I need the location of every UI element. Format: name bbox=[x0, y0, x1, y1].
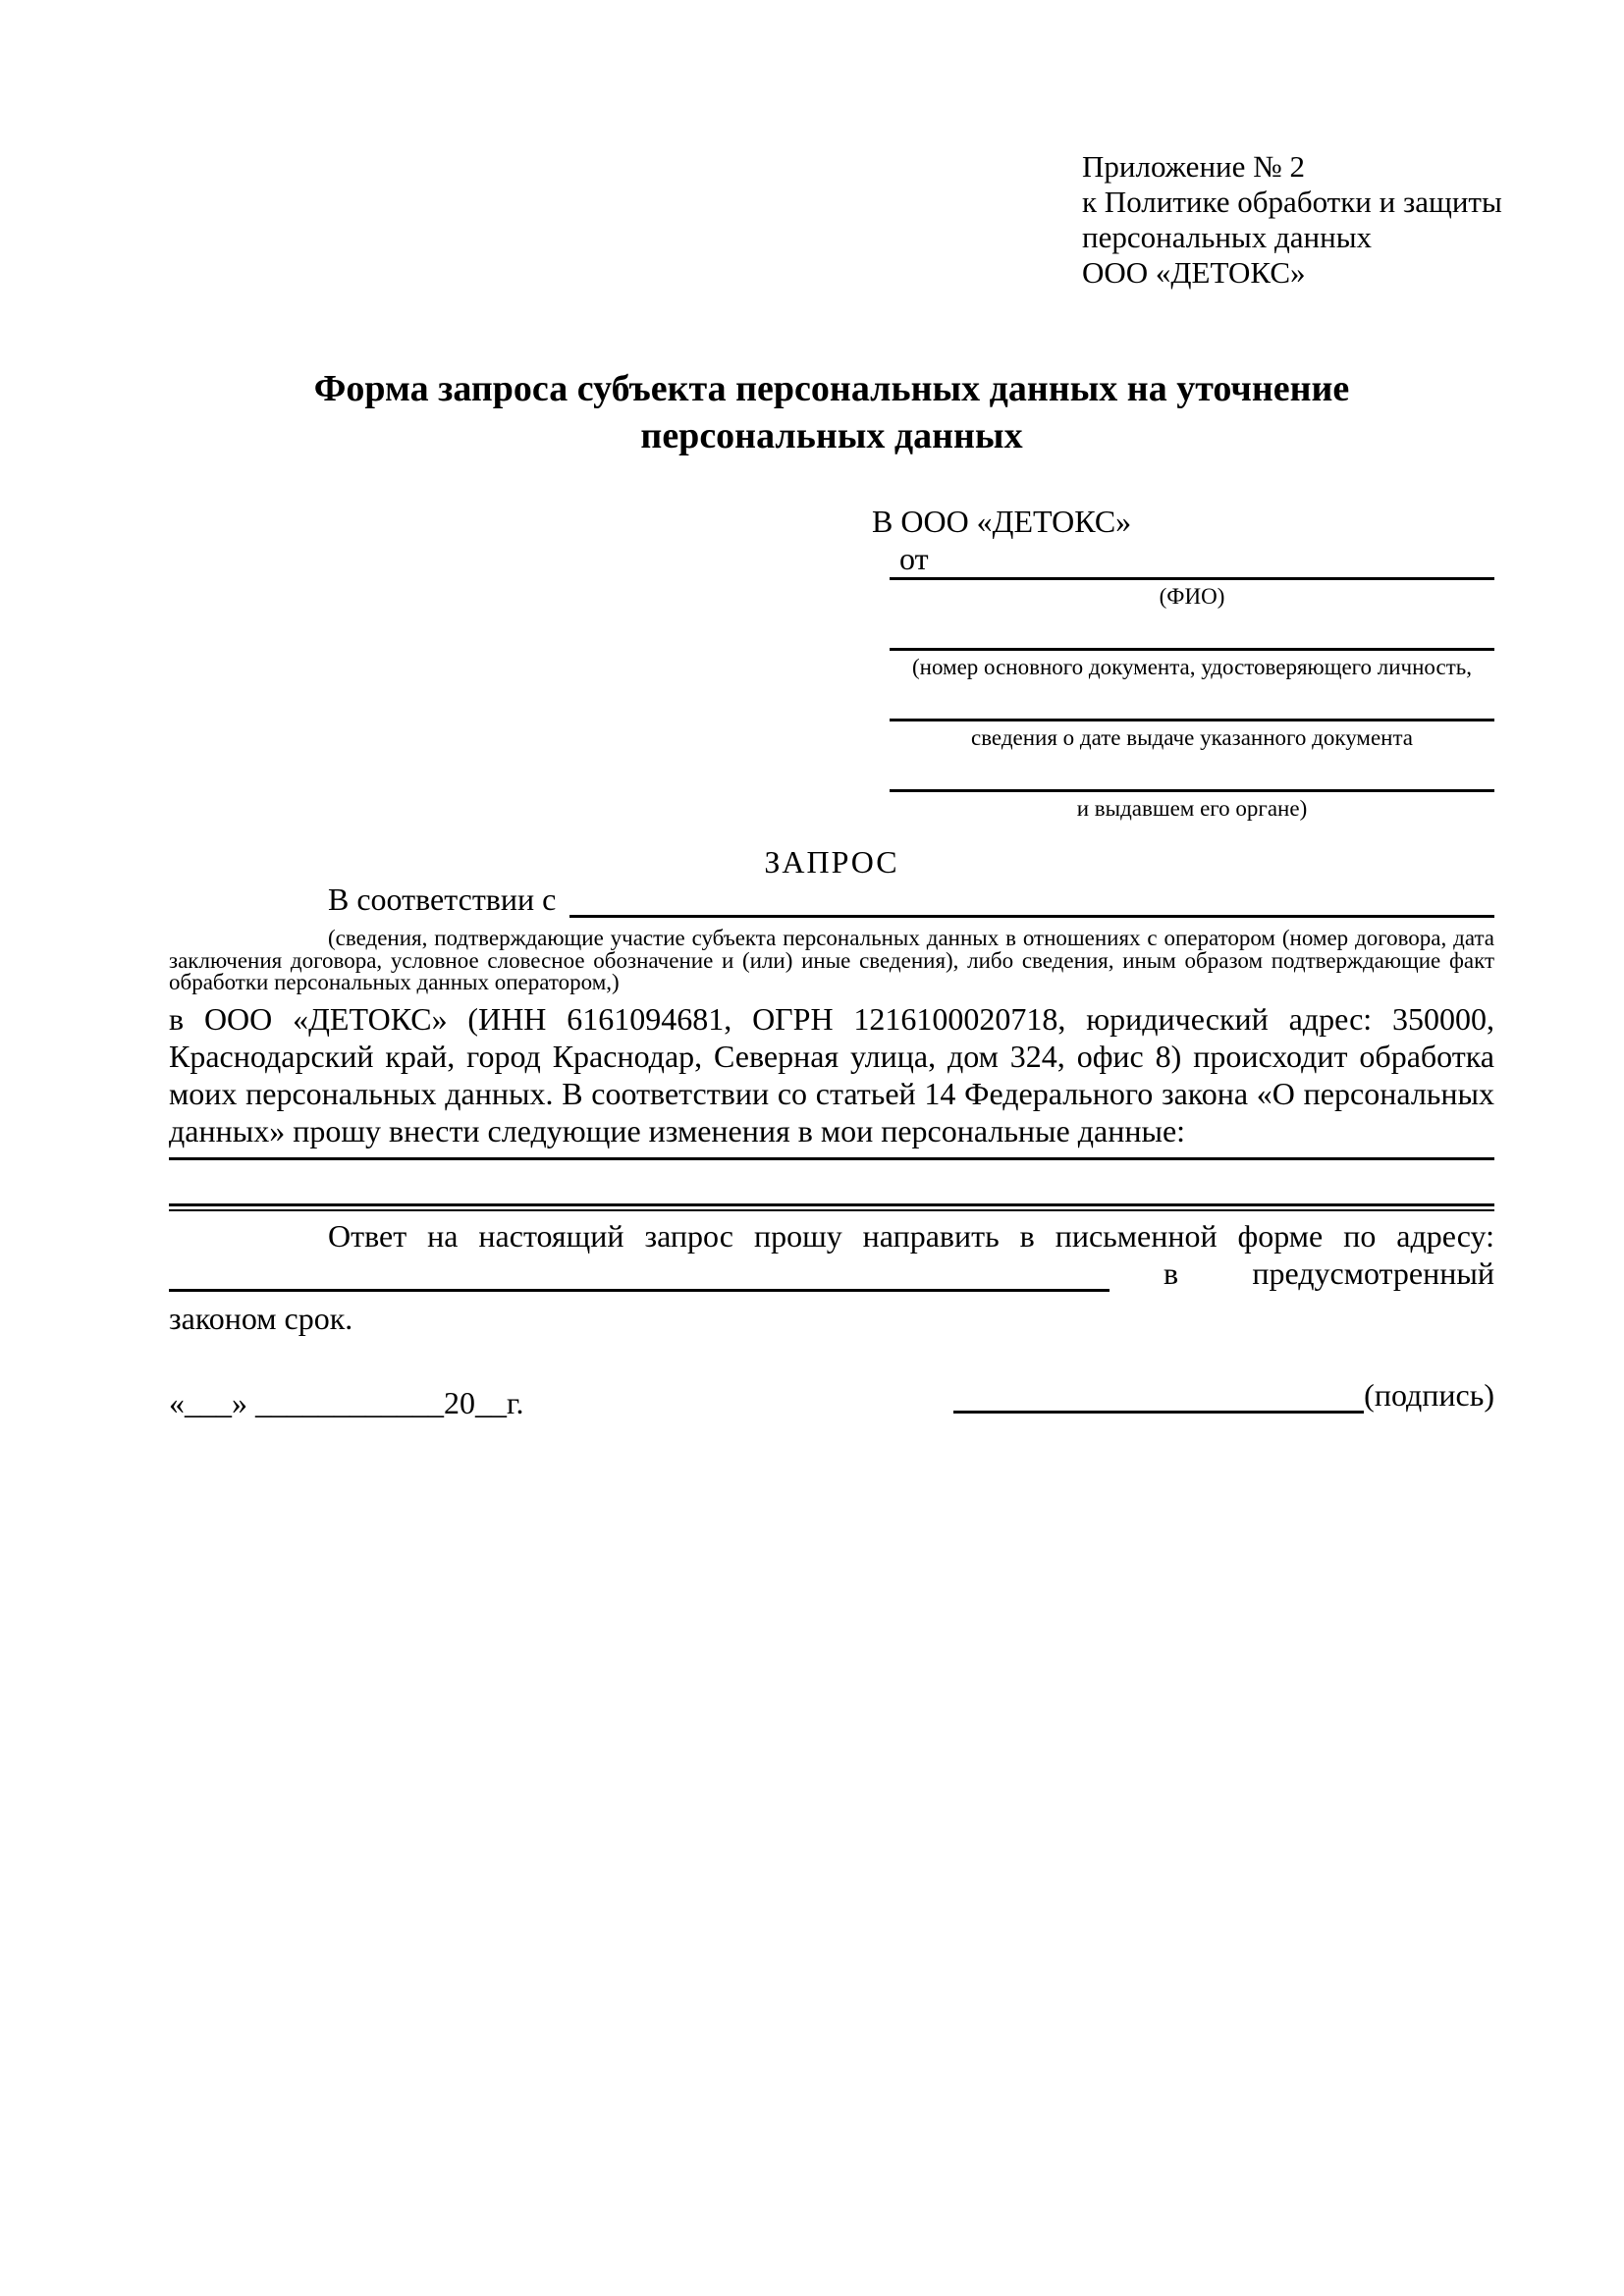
address-fill-line[interactable] bbox=[169, 1260, 1110, 1292]
request-body-paragraph: в ООО «ДЕТОКС» (ИНН 6161094681, ОГРН 1216100020718, юридический адрес: 350000, Краснодарский край, город Краснодар, Северная улица, дом 324, офис 8) происходит обработка моих персональных данных. В соответствии со статьей 14 Федерального закона «О персональных данных» прошу внести следующие изменения в мои персональные данные: bbox=[169, 1000, 1494, 1148]
request-heading: ЗАПРОС bbox=[764, 844, 899, 880]
issue-date-caption: сведения о дате выдаче указанного документа bbox=[970, 725, 1414, 750]
lead-text: В соответствии с bbox=[328, 881, 557, 917]
signature-block bbox=[953, 1376, 1494, 1414]
answer-paragraph-line-1: Ответ на настоящий запрос прошу направить в письменной форме по адресу: bbox=[328, 1217, 1494, 1254]
appendix-header bbox=[1082, 149, 1502, 291]
answer-paragraph-line-2 bbox=[169, 1255, 1494, 1292]
answer-tail-word-2: предусмотренный bbox=[1252, 1255, 1494, 1291]
signature-fill-line[interactable] bbox=[953, 1384, 1364, 1414]
basis-fill-line[interactable] bbox=[569, 884, 1494, 918]
answer-tail bbox=[1110, 1255, 1494, 1292]
issuing-authority-caption: и выдавшем его органе) bbox=[1076, 796, 1308, 821]
issue-date-fill-line[interactable] bbox=[890, 684, 1494, 721]
document-title: Форма запроса субъекта персональных данных на уточнение персональных данных bbox=[313, 368, 1350, 456]
addressee-to: В ООО «ДЕТОКС» bbox=[872, 504, 1132, 539]
fio-caption: (ФИО) bbox=[1159, 584, 1225, 609]
issuing-authority-fill-line[interactable] bbox=[890, 755, 1494, 792]
small-print-note: (сведения, подтверждающие участие субъекта персональных данных в отношениях с оператором (номер договора, дата заключения договора, условное словесное обозначение и (или) иные сведения), либо сведения, иным образом подтверждающие факт обработки персональных данных оператором,) bbox=[169, 926, 1494, 994]
signature-caption: (подпись) bbox=[1364, 1376, 1494, 1413]
appendix-line-3: персональных данных bbox=[1082, 220, 1373, 254]
footer-row bbox=[169, 1376, 1494, 1421]
answer-paragraph-line-3: законом срок. bbox=[169, 1300, 353, 1336]
addressee-block bbox=[872, 503, 1494, 826]
date-fill-line[interactable]: «___» ____________20__г. bbox=[169, 1384, 524, 1420]
appendix-line-4: ООО «ДЕТОКС» bbox=[1082, 255, 1306, 290]
changes-fill-line-2[interactable] bbox=[169, 1160, 1494, 1206]
addressee-from-label: от bbox=[899, 541, 929, 576]
changes-fill-line-2-underline bbox=[169, 1206, 1494, 1211]
document-number-fill-line[interactable] bbox=[890, 614, 1494, 651]
answer-tail-word-1: в bbox=[1164, 1255, 1179, 1291]
appendix-line-2: к Политике обработки и защиты bbox=[1082, 185, 1502, 219]
appendix-line-1: Приложение № 2 bbox=[1082, 149, 1305, 184]
lead-row bbox=[169, 881, 1494, 918]
document-number-caption: (номер основного документа, удостоверяющего личность, bbox=[911, 655, 1472, 679]
